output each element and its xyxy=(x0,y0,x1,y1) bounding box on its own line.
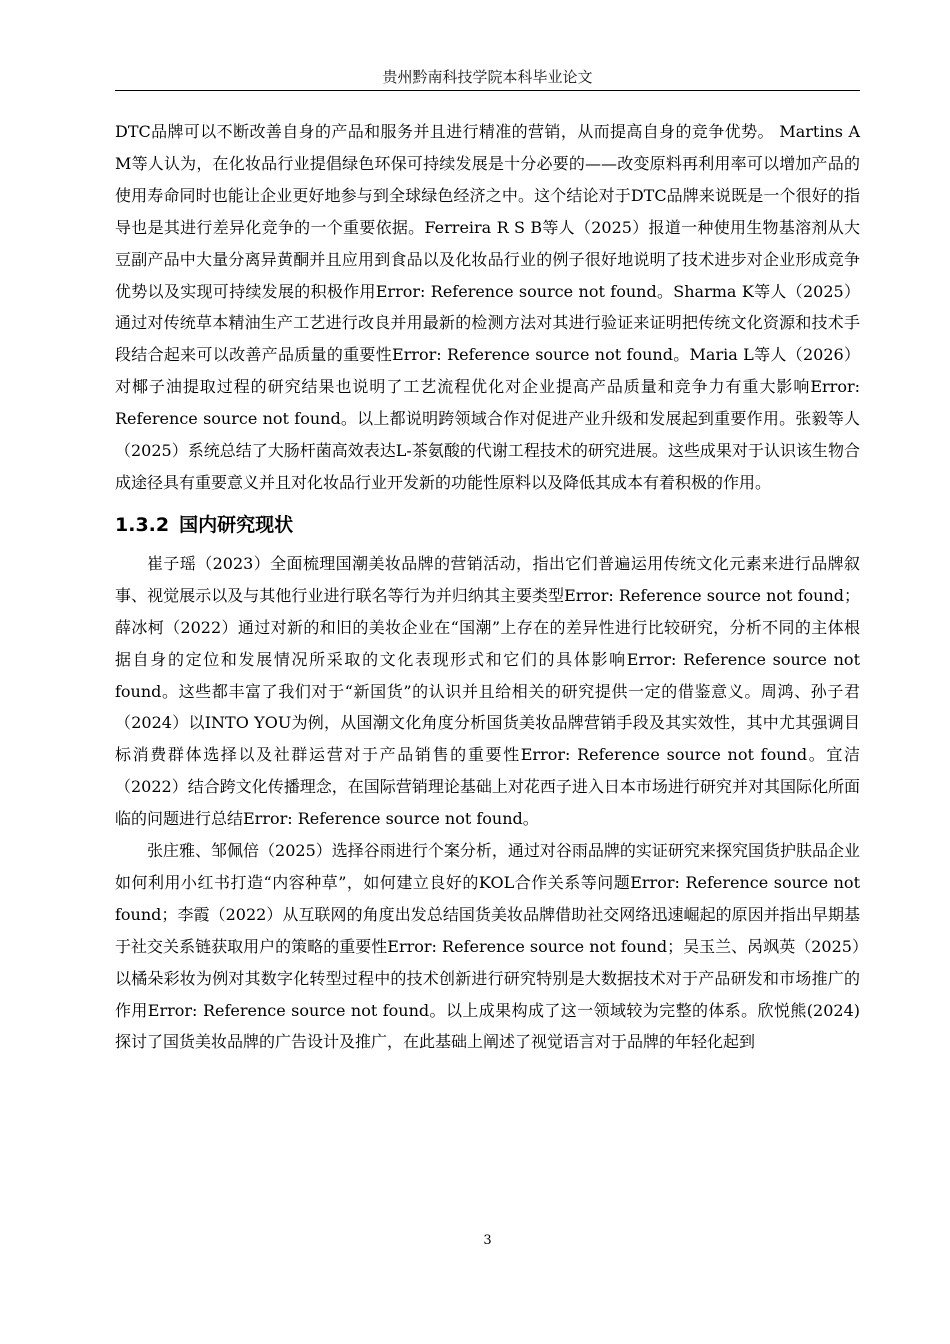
header-divider xyxy=(115,90,860,91)
body-paragraph: 崔子瑶（2023）全面梳理国潮美妆品牌的营销活动，指出它们普遍运用传统文化元素来进行品牌叙事、视觉展示以及与其他行业进行联名等行为并归纳其主要类型Error: Reference source not found；薛冰柯（2022）通过对新的和旧的美妆企业在“国潮”上存在的差异性进行比较研究，分析不同的主体根据自身的定位和发展情况所采取的文化表现形式和它们的具体影响Error: Reference source not found。这些都丰富了我们对于“新国货”的认识并且给相关的研究提供一定的借鉴意义。周鸿、孙子君（2024）以INTO YOU为例，从国潮文化角度分析国货美妆品牌营销手段及其实效性，其中尤其强调目标消费群体选择以及社群运营对于产品销售的重要性Error: Reference source not found。宜洁（2022）结合跨文化传播理念，在国际营销理论基础上对花西子进入日本市场进行研究并对其国际化所面临的问题进行总结Error: Reference source not found。 xyxy=(115,553,860,829)
section-title: 国内研究现状 xyxy=(179,513,294,536)
body-paragraph: 张庄雅、邹佩倍（2025）选择谷雨进行个案分析，通过对谷雨品牌的实证研究来探究国货护肤品企业如何利用小红书打造“内容种草”，如何建立良好的KOL合作关系等问题Error: Reference source not found；李霞（2022）从互联网的角度出发总结国货美妆品牌借助社交网络迅速崛起的原因并指出早期基于社交关系链获取用户的策略的重要性Error: Reference source not found；吴玉兰、呙飒英（2025）以橘朵彩妆为例对其数字化转型过程中的技术创新进行研究特别是大数据技术对于产品研发和市场推广的作用Error: Reference source not found。以上成果构成了这一领域较为完整的体系。欣悦熊(2024)探讨了国货美妆品牌的广告设计及推广，在此基础上阐述了视觉语言对于品牌的年轻化起到 xyxy=(115,841,860,1052)
section-heading xyxy=(115,511,860,539)
section-number: 1.3.2 xyxy=(115,513,170,536)
page-number: 3 xyxy=(483,1233,492,1248)
page-body xyxy=(115,116,860,1058)
body-paragraph: DTC品牌可以不断改善自身的产品和服务并且进行精准的营销，从而提高自身的竞争优势。 Martins A M等人认为，在化妆品行业提倡绿色环保可持续发展是十分必要的——改变原料再利用率可以增加产品的使用寿命同时也能让企业更好地参与到全球绿色经济之中。这个结论对于DTC品牌来说既是一个很好的指导也是其进行差异化竞争的一个重要依据。Ferreira R S B等人（2025）报道一种使用生物基溶剂从大豆副产品中大量分离异黄酮并且应用到食品以及化妆品行业的例子很好地说明了技术进步对企业形成竞争优势以及实现可持续发展的积极作用Error: Reference source not found。Sharma K等人（2025）通过对传统草本精油生产工艺进行改良并用最新的检测方法对其进行验证来证明把传统文化资源和技术手段结合起来可以改善产品质量的重要性Error: Reference source not found。Maria L等人（2026）对椰子油提取过程的研究结果也说明了工艺流程优化对企业提高产品质量和竞争力有重大影响Error: Reference source not found。以上都说明跨领域合作对促进产业升级和发展起到重要作用。张毅等人（2025）系统总结了大肠杆菌高效表达L-茶氨酸的代谢工程技术的研究进展。这些成果对于认识该生物合成途径具有重要意义并且对化妆品行业开发新的功能性原料以及降低其成本有着积极的作用。 xyxy=(115,122,860,492)
running-header-title: 贵州黔南科技学院本科毕业论文 xyxy=(382,68,593,86)
